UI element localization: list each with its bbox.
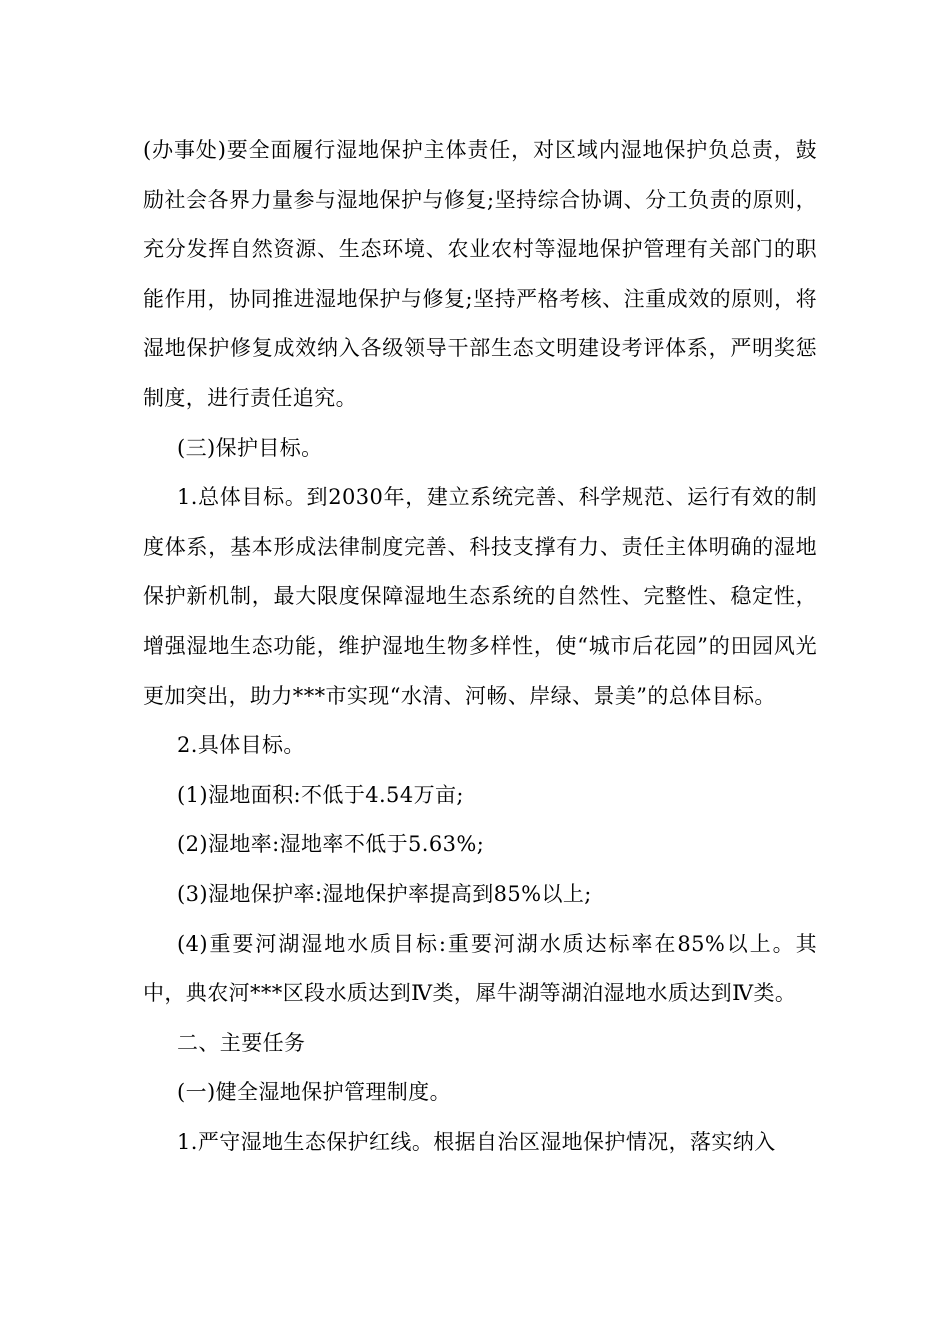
section-heading-main-tasks: 二、主要任务 [177, 1030, 306, 1055]
document-body [143, 126, 817, 1167]
goal-item-water-quality: (4)重要河湖湿地水质目标:重要河湖水质达标率在85%以上。其中，典农河***区段水质达到Ⅳ类，犀牛湖等湖泊湿地水质达到Ⅳ类。 [143, 931, 817, 1006]
goal-item-wetland-area: (1)湿地面积:不低于4.54万亩; [177, 782, 464, 807]
paragraph-responsibility: (办事处)要全面履行湿地保护主体责任，对区域内湿地保护负总责，鼓励社会各界力量参与湿地保护与修复;坚持综合协调、分工负责的原则，充分发挥自然资源、生态环境、农业农村等湿地保护管理有关部门的职能作用，协同推进湿地保护与修复;坚持严格考核、注重成效的原则，将湿地保护修复成效纳入各级领导干部生态文明建设考评体系，严明奖惩制度，进行责任追究。 [143, 138, 817, 410]
subheading-specific-goals: 2.具体目标。 [177, 733, 305, 758]
goal-item-protection-rate: (3)湿地保护率:湿地保护率提高到85%以上; [177, 881, 592, 906]
goal-item-wetland-rate: (2)湿地率:湿地率不低于5.63%; [177, 832, 485, 857]
paragraph-overall-goal: 1.总体目标。到2030年，建立系统完善、科学规范、运行有效的制度体系，基本形成法律制度完善、科技支撑有力、责任主体明确的湿地保护新机制，最大限度保障湿地生态系统的自然性、完整性、稳定性，增强湿地生态功能，维护湿地生物多样性，使“城市后花园”的田园风光更加突出，助力***市实现“水清、河畅、岸绿、景美”的总体目标。 [143, 485, 817, 708]
subheading-management-system: (一)健全湿地保护管理制度。 [177, 1080, 451, 1105]
paragraph-red-line: 1.严守湿地生态保护红线。根据自治区湿地保护情况，落实纳入 [177, 1129, 776, 1154]
section-heading-protection-goals: (三)保护目标。 [177, 435, 323, 460]
